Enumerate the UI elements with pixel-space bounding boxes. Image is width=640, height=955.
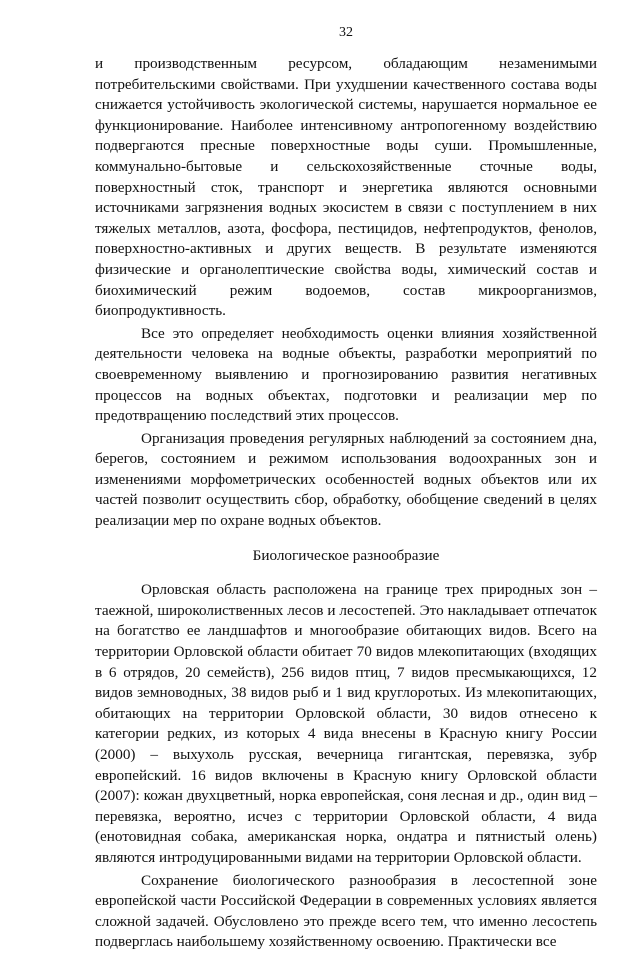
paragraph-impact-assessment: Все это определяет необходимость оценки влияния хозяйственной деятельности человека на водные объекты, разработки мероприятий по своевременному выявлению и прогнозированию развития негативных процессов на водных объектах, подготовки и реализации мер по предотвращению последствий этих процессов. xyxy=(95,324,597,425)
section-heading: Биологическое разнообразие xyxy=(252,546,440,564)
paragraph-biodiversity-conservation: Сохранение биологического разнообразия в лесостепной зоне европейской части Российской Федерации в современных условиях является сложной задачей. Обусловлено это прежде всего тем, что именно лесостепь подверглась наибольшему хозяйственному освоению. Практически все xyxy=(95,871,597,951)
page-number: 32 xyxy=(339,25,353,40)
paragraph-water-pollution: и производственным ресурсом, обладающим незаменимыми потребительскими свойствами. При ухудшении качественного состава воды снижается устойчивость экологической системы, нарушается нормальное ее функционирование. Наиболее интенсивному антропогенному воздействию подвергаются пресные поверхностные воды суши. Промышленные, коммунально-бытовые и сельскохозяйственные сточные воды, поверхностный сток, транспорт и энергетика являются основными источниками загрязнения водных экосистем в связи с поступлением в них тяжелых металлов, азота, фосфора, пестицидов, нефтепродуктов, фенолов, поверхностно-активных и других веществ. В результате изменяются физические и органолептические свойства воды, химический состав и биохимический режим водоемов, состав микроорганизмов, биопродуктивность. xyxy=(95,55,597,320)
document-page xyxy=(95,24,597,955)
paragraph-monitoring: Организация проведения регулярных наблюдений за состоянием дна, берегов, состоянием и режимом использования водоохранных зон и изменениями морфометрических особенностей водных объектов или их частей позволит осуществить сбор, обработку, обобщение сведений в целях реализации мер по охране водных объектов. xyxy=(95,429,597,530)
paragraph-oryol-fauna: Орловская область расположена на границе трех природных зон – таежной, широколиственных лесов и лесостепей. Это накладывает отпечаток на богатство ее ландшафтов и многообразие обитающих видов. Всего на территории Орловской области обитает 70 видов млекопитающих (входящих в 6 отрядов, 20 семейств), 256 видов птиц, 7 видов пресмыкающихся, 12 видов земноводных, 38 видов рыб и 1 вид круглоротых. Из млекопитающих, обитающих на территории Орловской области, 30 видов отнесено к категории редких, из которых 4 вида внесены в Красную книгу России (2000) – выхухоль русская, вечерница гигантская, перевязка, зубр европейский. 16 видов включены в Красную книгу Орловской области (2007): кожан двухцветный, норка европейская, соня лесная и др., один вид – перевязка, вероятно, исчез с территории Орловской области, 4 вида (енотовидная собака, американская норка, ондатра и пятнистый олень) являются интродуцированными видами на территории Орловской области. xyxy=(95,581,597,866)
